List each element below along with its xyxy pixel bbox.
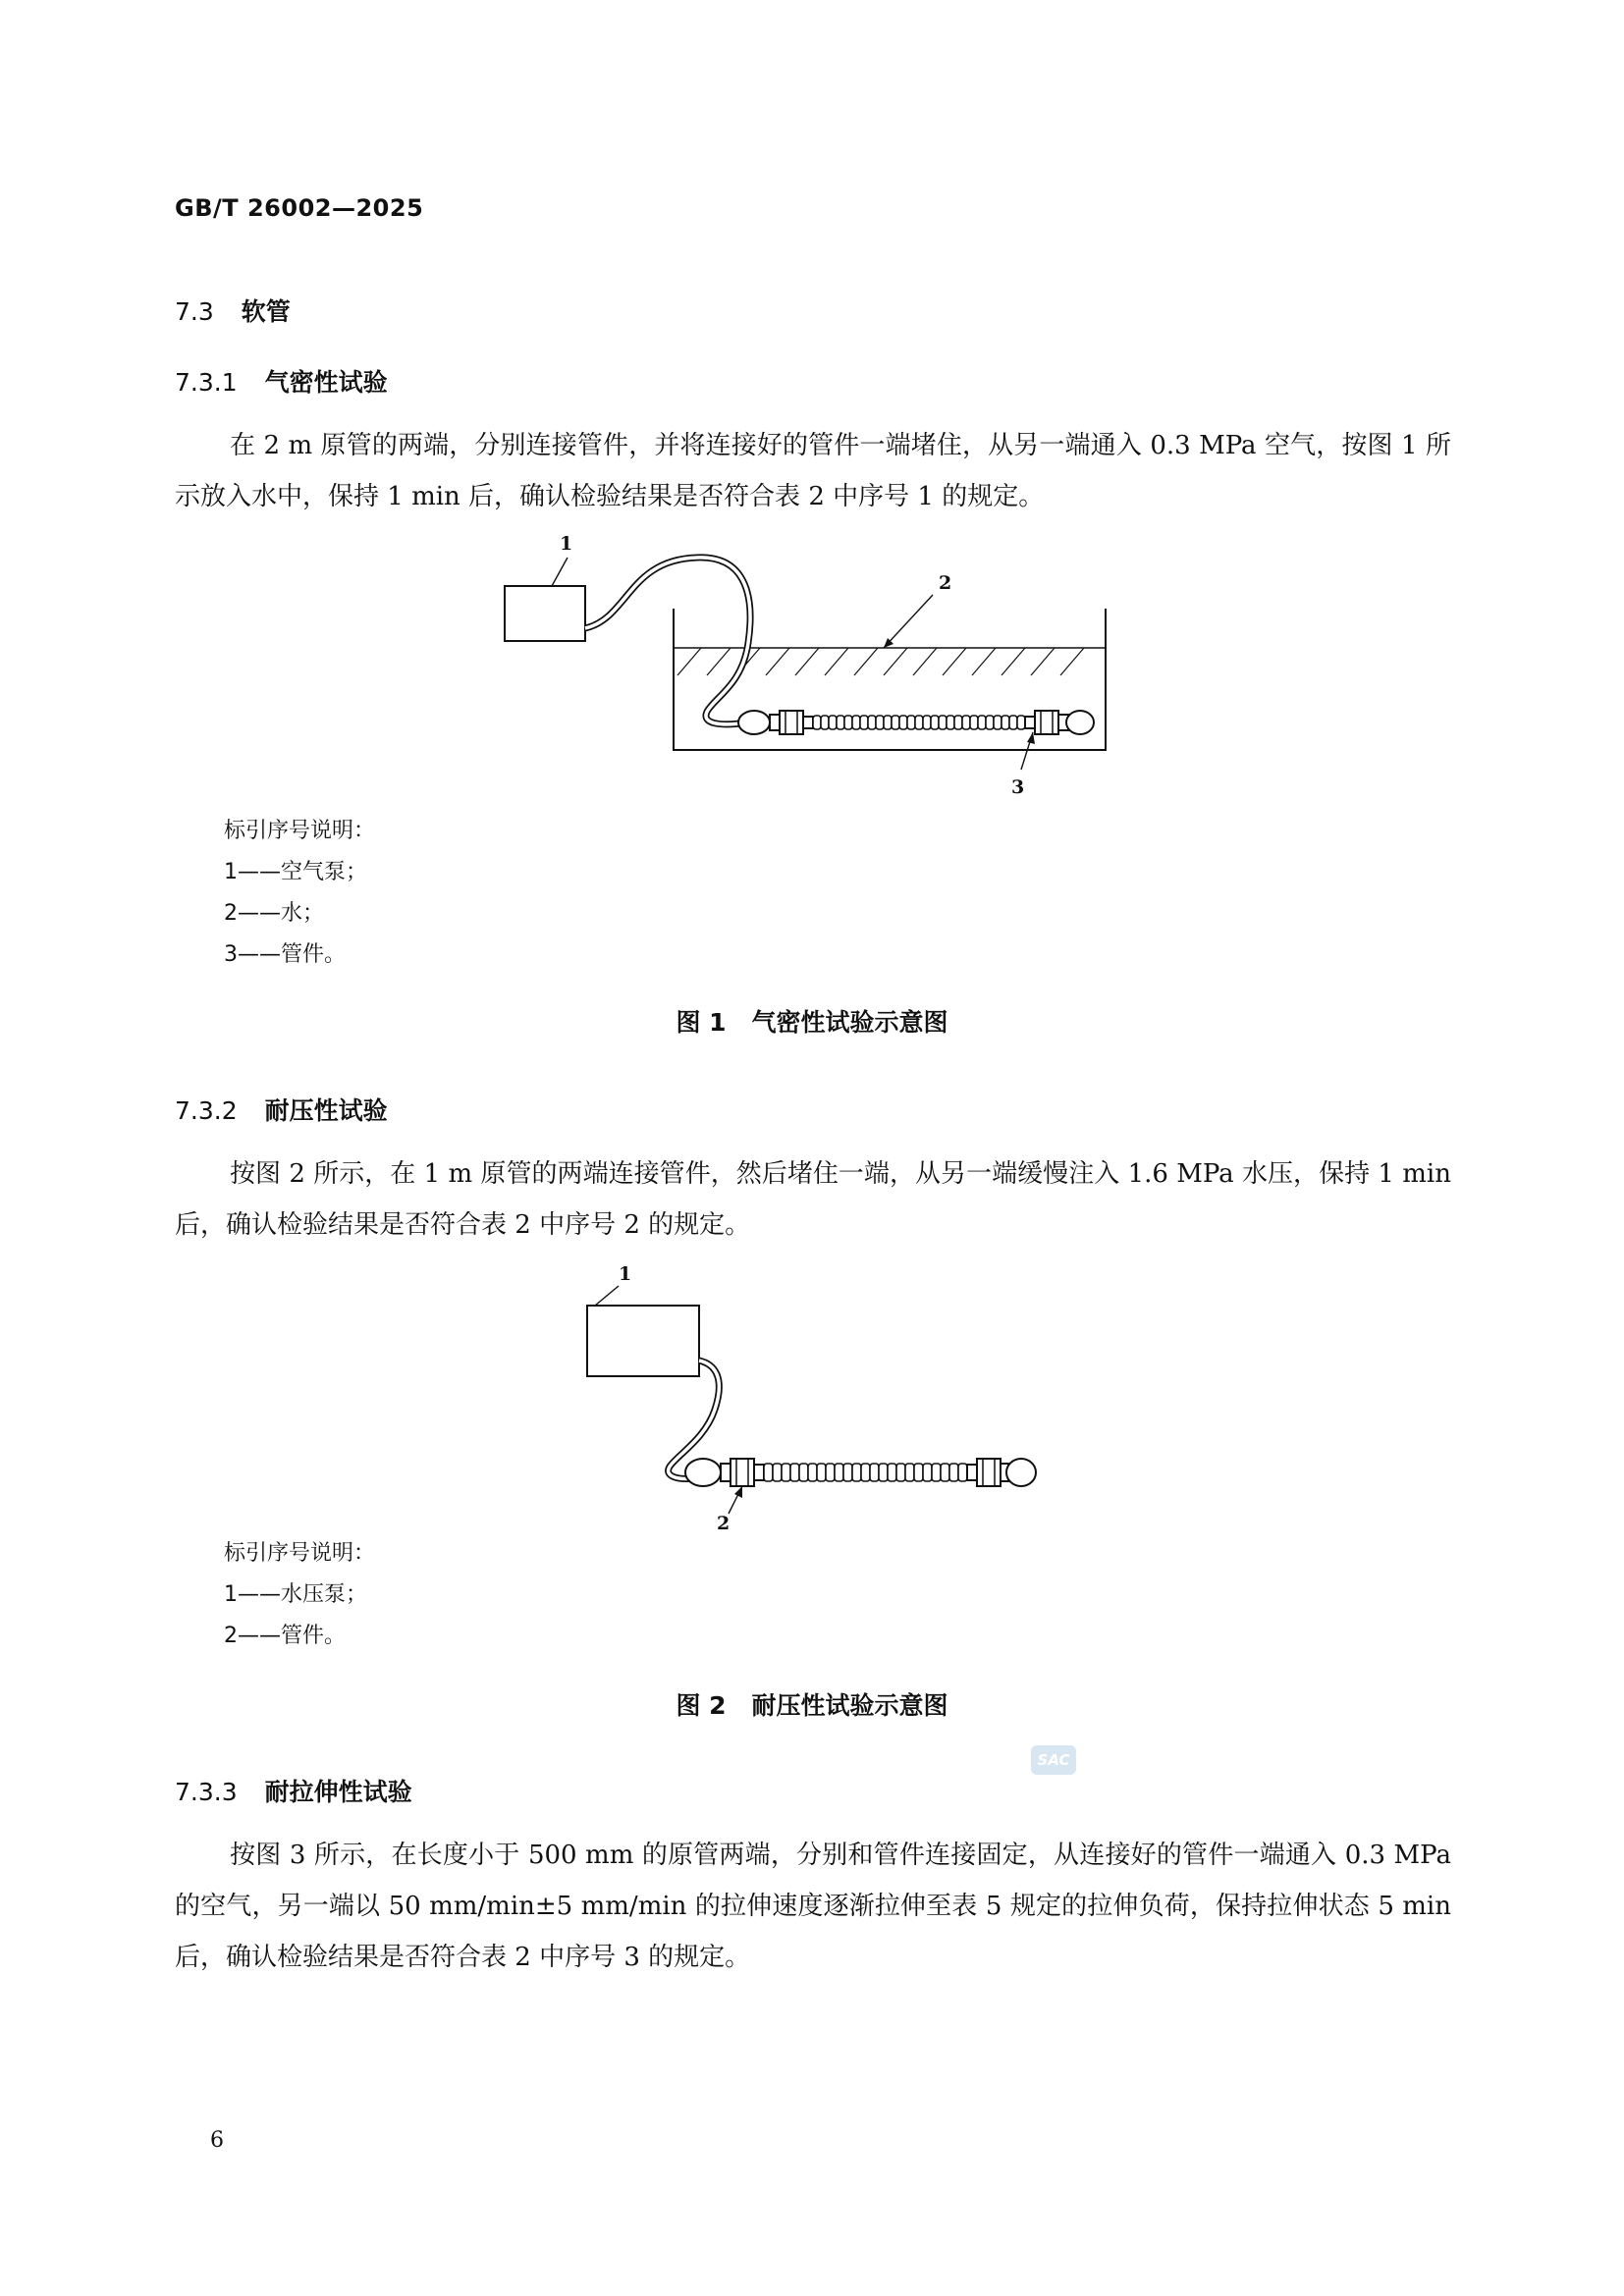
figure-1-key-title: 标引序号说明： bbox=[224, 819, 376, 843]
fig2-right-fitting bbox=[977, 1459, 1001, 1486]
subsection-title-2: 耐压性试验 bbox=[264, 1096, 388, 1125]
fig2-right-end-cap bbox=[1006, 1459, 1036, 1486]
figure-1-caption bbox=[0, 1003, 1624, 1039]
figure-2-key bbox=[224, 1533, 375, 1657]
figure-1-number: 图 1 bbox=[676, 1008, 727, 1037]
standard-number: GB/T 26002—2025 bbox=[175, 194, 424, 222]
figure-2-title: 耐压性试验示意图 bbox=[751, 1691, 948, 1720]
subsection-number-1: 7.3.1 bbox=[175, 368, 238, 397]
watermark-logo: SAC bbox=[1031, 1745, 1076, 1775]
figure-1-callout-2: 2 bbox=[939, 572, 952, 594]
figure-2-diagram bbox=[569, 1262, 1060, 1537]
figure-1-key-item: 1——空气泵； bbox=[224, 860, 367, 884]
right-fitting bbox=[1035, 711, 1058, 734]
figure-2-caption bbox=[0, 1686, 1624, 1722]
figure-1-key bbox=[224, 811, 375, 976]
subsection-heading-1 bbox=[175, 363, 388, 399]
fig2-corrugated-hose bbox=[764, 1464, 967, 1481]
figure-1-callout-1: 1 bbox=[560, 533, 573, 555]
subsection-number-3: 7.3.3 bbox=[175, 1778, 238, 1806]
air-hose-outer bbox=[585, 558, 750, 724]
figure-2-callout-1: 1 bbox=[619, 1263, 632, 1285]
left-end-cap bbox=[738, 711, 770, 734]
section-heading bbox=[175, 293, 291, 328]
left-fitting bbox=[780, 711, 803, 734]
paragraph-1: 在 2 m 原管的两端，分别连接管件，并将连接好的管件一端堵住，从另一端通入 0.3 MPa 空气，按图 1 所示放入水中，保持 1 min 后，确认检验结果是否符合表 2 中序号 1 的规定。 bbox=[175, 431, 1451, 511]
water-pump-box bbox=[587, 1306, 699, 1376]
fig2-left-end-cap bbox=[685, 1459, 721, 1486]
right-end-cap bbox=[1066, 711, 1094, 734]
subsection-heading-3 bbox=[175, 1773, 412, 1808]
section-title: 软管 bbox=[241, 297, 291, 326]
paragraph-3: 按图 3 所示，在长度小于 500 mm 的原管两端，分别和管件连接固定，从连接好的管件一端通入 0.3 MPa 的空气，另一端以 50 mm/min±5 mm/min 的拉伸速度逐渐拉伸至表 5 规定的拉伸负荷，保持拉伸状态 5 min 后，确认检验结果是否符合表 2 中序号 3 的规定。 bbox=[175, 1841, 1451, 1972]
page-number: 6 bbox=[210, 2128, 224, 2153]
figure-2-key-item: 2——管件。 bbox=[224, 1624, 346, 1648]
figure-1-key-item: 2——水； bbox=[224, 901, 324, 926]
subsection-title-3: 耐拉伸性试验 bbox=[264, 1778, 412, 1806]
figure-1-callout-3: 3 bbox=[1011, 776, 1025, 798]
figure-2-key-item: 1——水压泵； bbox=[224, 1582, 367, 1607]
fig2-left-fitting bbox=[731, 1459, 754, 1486]
corrugated-hose bbox=[813, 716, 1025, 729]
subsection-heading-2 bbox=[175, 1092, 388, 1127]
figure-1-title: 气密性试验示意图 bbox=[751, 1008, 948, 1037]
figure-1-key-item: 3——管件。 bbox=[224, 942, 346, 967]
figure-1-diagram bbox=[491, 530, 1139, 805]
figure-2-number: 图 2 bbox=[676, 1691, 727, 1720]
section-number: 7.3 bbox=[175, 297, 214, 326]
paragraph-2: 按图 2 所示，在 1 m 原管的两端连接管件，然后堵住一端，从另一端缓慢注入 1.6 MPa 水压，保持 1 min 后，确认检验结果是否符合表 2 中序号 2 的规定。 bbox=[175, 1159, 1451, 1240]
subsection-number-2: 7.3.2 bbox=[175, 1096, 238, 1125]
air-pump-box bbox=[505, 586, 585, 641]
subsection-title-1: 气密性试验 bbox=[264, 368, 388, 397]
figure-2-key-title: 标引序号说明： bbox=[224, 1541, 376, 1566]
figure-2-callout-2: 2 bbox=[717, 1513, 731, 1534]
